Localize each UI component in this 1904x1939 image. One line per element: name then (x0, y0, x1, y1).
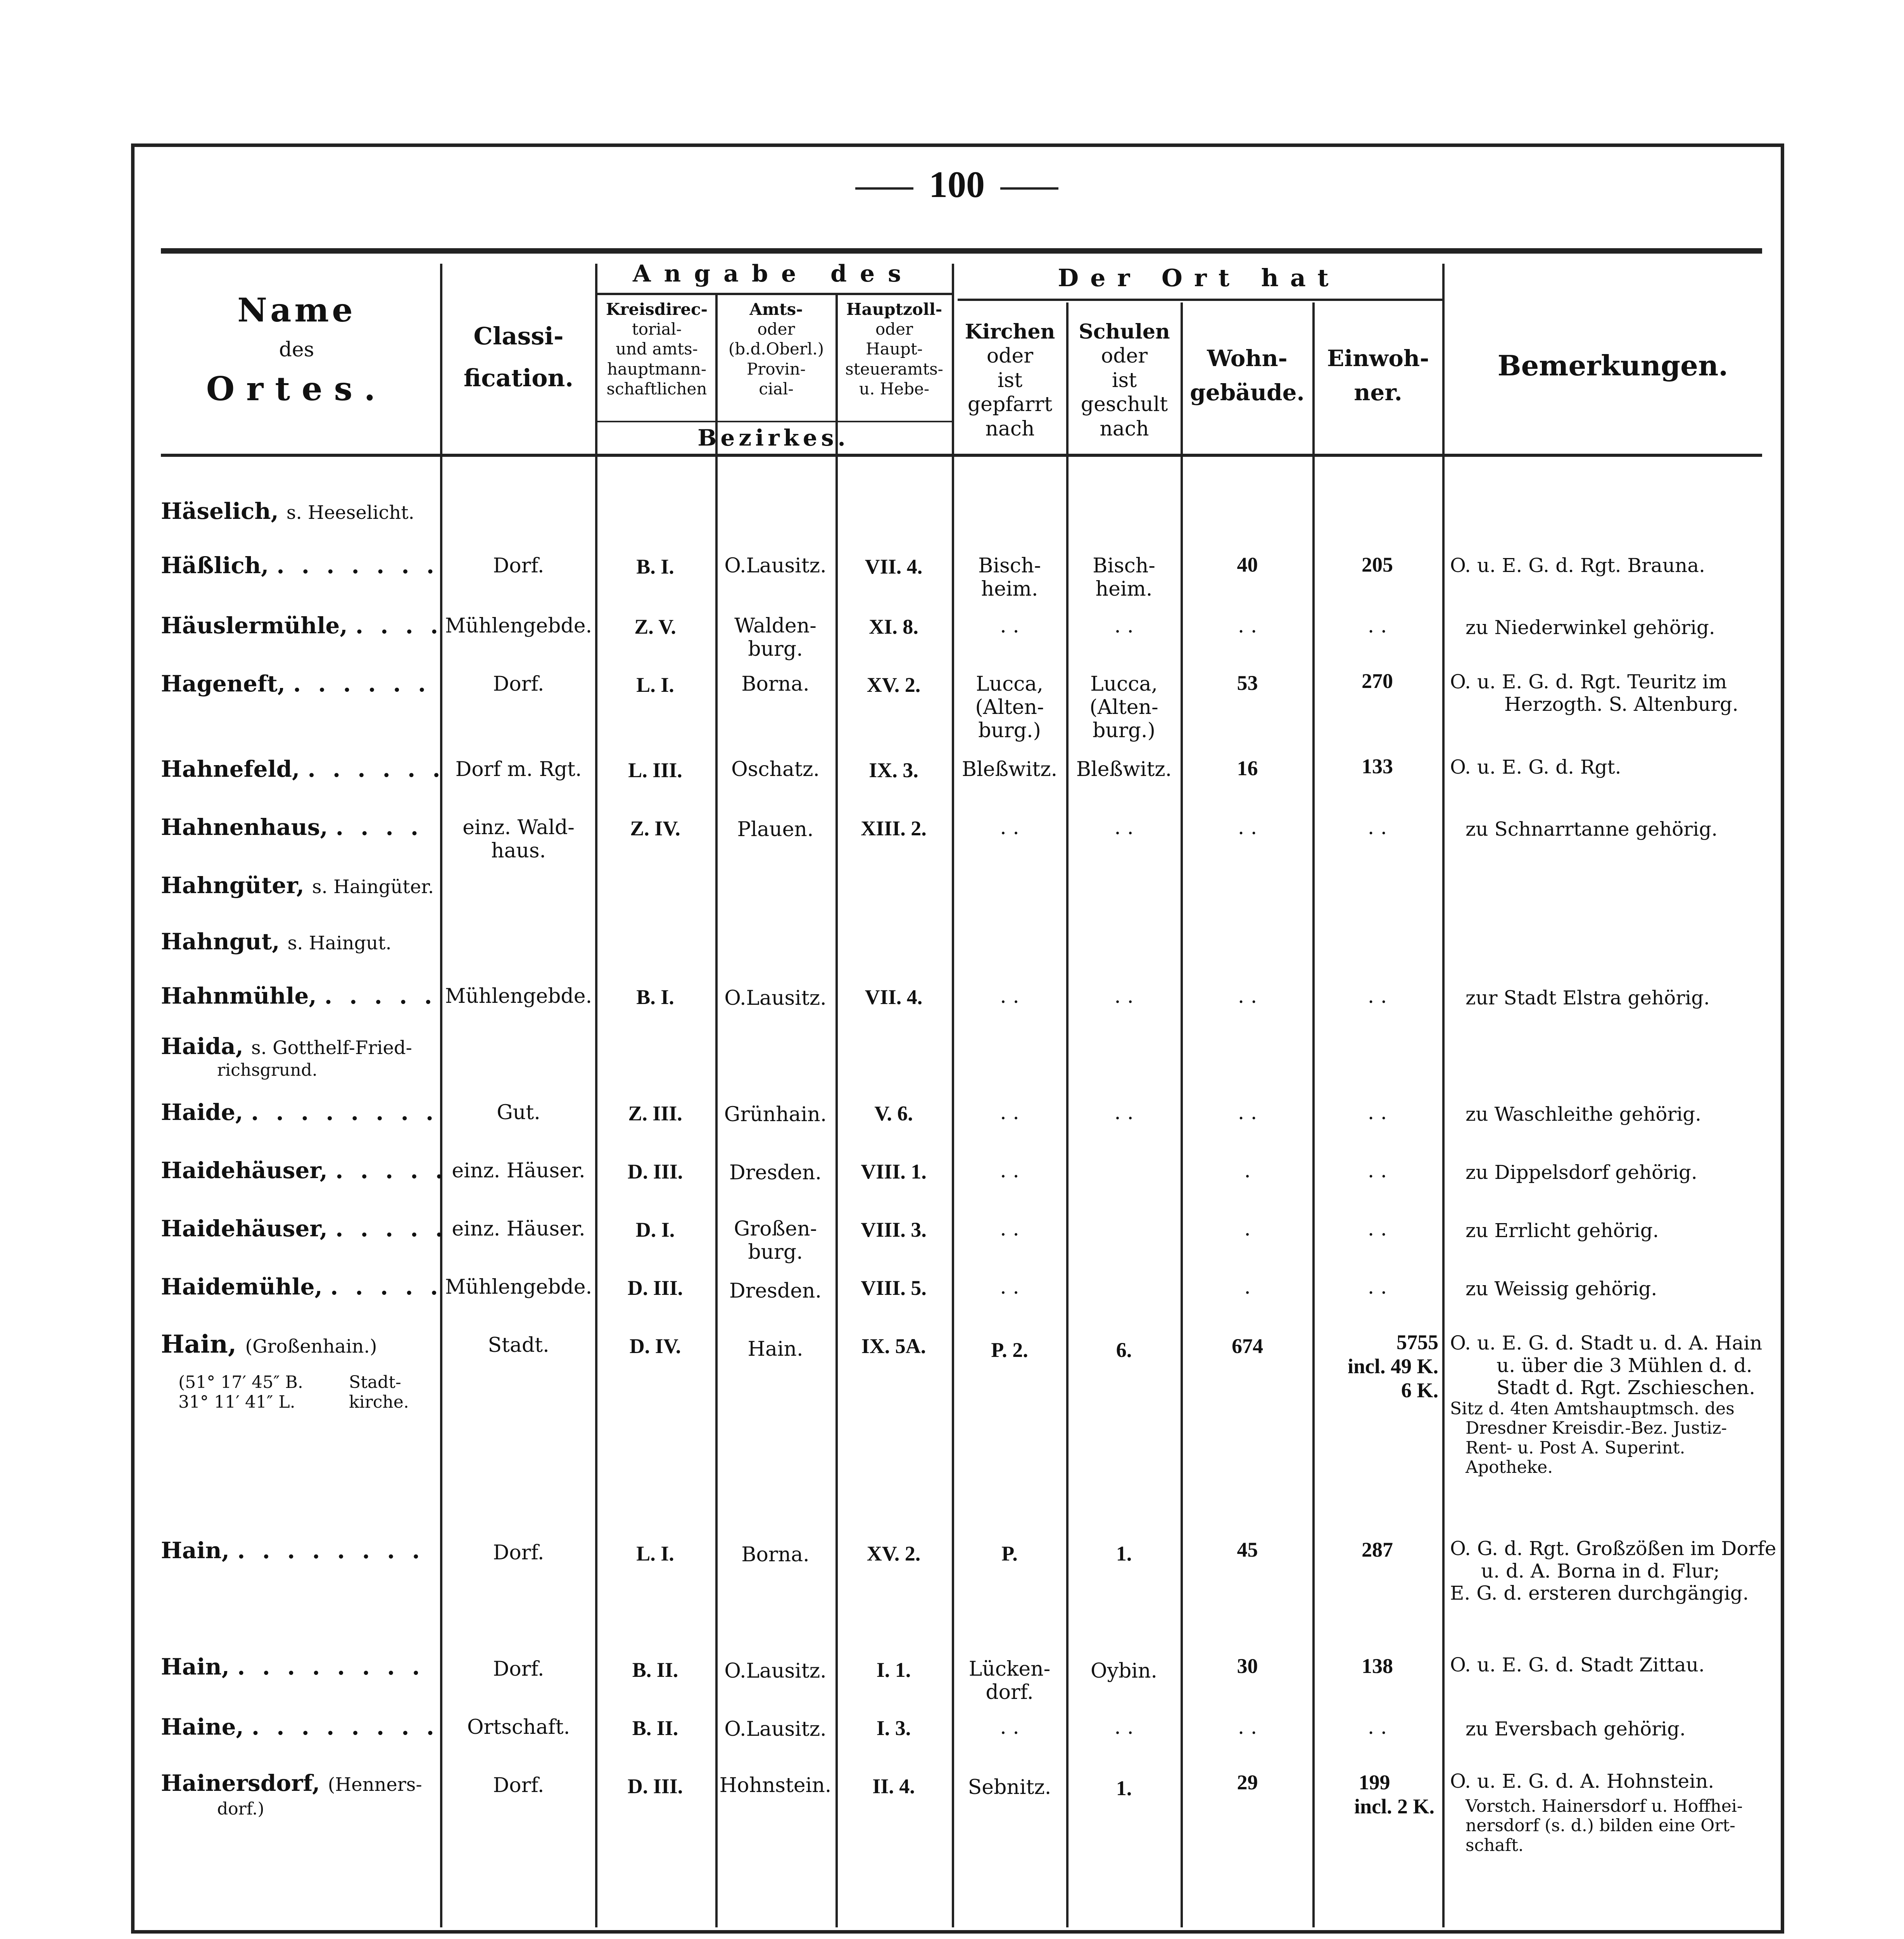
bezirkes-rule (595, 421, 952, 422)
row-einwohner: 5755 incl. 49 K. 6 K. (1347, 1331, 1438, 1402)
row-einwohner: . . (1367, 614, 1387, 638)
row-kreis: Z. IV. (630, 817, 680, 840)
row-kirchen: Bleßwitz. (961, 758, 1058, 781)
row-wohngebaeude: 40 (1237, 553, 1258, 576)
row-amts: Großen- burg. (734, 1217, 817, 1264)
row-remarks: O. u. E. G. d. Rgt. Brauna. (1450, 554, 1705, 577)
row-wohngebaeude: . (1244, 1275, 1251, 1299)
row-classification: Mühlengebde. (445, 614, 592, 638)
row-kirchen: . . (1000, 1275, 1019, 1299)
row-kreis: B. II. (632, 1658, 678, 1682)
row-name: Haida, s. Gotthelf-Fried- (161, 1033, 412, 1059)
row-name: Hahnmühle, . . . . . (161, 983, 437, 1009)
row-wohngebaeude: . . (1238, 985, 1257, 1008)
row-kirchen: . . (1000, 614, 1019, 638)
row-name: Haide, . . . . . . . . (161, 1099, 438, 1125)
row-kirchen: Sebnitz. (968, 1776, 1051, 1799)
row-classification: einz. Häuser. (452, 1159, 585, 1182)
row-amts: O.Lausitz. (724, 554, 827, 577)
row-remarks: O. u. E. G. d. Rgt. Teuritz im Herzogth. S. Altenburg. (1450, 671, 1738, 715)
row-kirchen: . . (1000, 1217, 1019, 1241)
row-schulen: Oybin. (1091, 1659, 1157, 1683)
row-remarks: zu Dippelsdorf gehörig. (1466, 1161, 1697, 1184)
row-remarks: zu Niederwinkel gehörig. (1466, 616, 1715, 639)
row-wohngebaeude: . . (1238, 614, 1257, 638)
row-remarks: O. G. d. Rgt. Großzößen im Dorfe u. d. A. Borna in d. Flur; E. G. d. ersteren durchgängig. (1450, 1537, 1776, 1604)
row-einwohner: . . (1367, 1101, 1387, 1124)
row-hauptzoll: VIII. 5. (861, 1276, 927, 1300)
row-wohngebaeude: 45 (1237, 1538, 1258, 1561)
row-kreis: D. III. (627, 1775, 683, 1798)
row-classification: Dorf. (493, 1541, 544, 1564)
row-hauptzoll: VII. 4. (865, 555, 923, 578)
row-classification: Dorf. (493, 554, 544, 577)
row-name-continued: richsgrund. (217, 1060, 318, 1080)
row-amts: O.Lausitz. (724, 987, 827, 1010)
row-amts: Borna. (741, 1543, 810, 1566)
header-name: Name des Ortes. (206, 291, 387, 408)
header-amts: Amts- oder (b.d.Oberl.) Provin- cial- (728, 300, 824, 398)
row-classification: Dorf m. Rgt. (455, 758, 582, 781)
row-kreis: L. III. (628, 759, 682, 782)
row-kirchen: Bisch- heim. (978, 554, 1041, 601)
row-einwohner: . . (1367, 985, 1387, 1008)
row-amts: Walden- burg. (734, 614, 816, 661)
row-amts: O.Lausitz. (724, 1659, 827, 1683)
row-kreis: D. I. (635, 1218, 675, 1241)
row-name: Haidehäuser, . . . . . (161, 1157, 448, 1184)
row-hauptzoll: XI. 8. (869, 615, 918, 638)
row-remarks: zu Errlicht gehörig. (1466, 1219, 1659, 1242)
row-einwohner: 270 (1362, 669, 1393, 693)
row-classification: einz. Häuser. (452, 1217, 585, 1241)
row-classification: Dorf. (493, 1657, 544, 1681)
row-schulen: 1. (1116, 1777, 1132, 1800)
row-classification: Mühlengebde. (445, 985, 592, 1008)
header-kreis: Kreisdirec- torial- und amts- hauptmann- schaftlichen (606, 300, 708, 398)
row-schulen: Lucca, (Alten- burg.) (1089, 672, 1158, 742)
row-hauptzoll: VII. 4. (865, 985, 923, 1009)
header-wohngebaeude: Wohn- gebäude. (1190, 345, 1305, 406)
row-coordinates-label: Stadt- kirche. (349, 1372, 409, 1412)
row-name: Hain, . . . . . . . . (161, 1537, 425, 1564)
header-bezirkes: Bezirkes. (697, 425, 849, 451)
row-name: Hahnenhaus, . . . . (161, 814, 423, 840)
row-remarks: O. u. E. G. d. Stadt Zittau. (1450, 1654, 1705, 1676)
row-einwohner: 205 (1362, 553, 1393, 576)
header-hauptzoll: Hauptzoll- oder Haupt- steueramts- u. Hebe- (845, 300, 943, 398)
row-hauptzoll: VIII. 1. (861, 1160, 927, 1183)
row-amts: Plauen. (737, 818, 814, 841)
row-name-continued: dorf.) (217, 1799, 264, 1819)
row-amts: Dresden. (729, 1279, 822, 1303)
header-schulen: Schulen oder ist geschult nach (1079, 320, 1170, 441)
row-name: Hain, . . . . . . . . (161, 1654, 425, 1680)
row-remarks: O. u. E. G. d. A. Hohnstein. Vorstch. Hainersdorf u. Hoffhei- nersdorf (s. d.) bilden eine Ort- schaft. (1450, 1770, 1743, 1855)
row-hauptzoll: VIII. 3. (861, 1218, 927, 1241)
row-hauptzoll: XIII. 2. (861, 817, 927, 840)
row-kreis: D. III. (627, 1160, 683, 1183)
row-amts: Borna. (741, 672, 810, 696)
row-wohngebaeude: 30 (1237, 1654, 1258, 1678)
row-classification: Dorf. (493, 1774, 544, 1797)
row-amts: Hohnstein. (719, 1774, 832, 1797)
row-kirchen: Lucca, (Alten- burg.) (975, 672, 1044, 742)
row-einwohner: 138 (1362, 1654, 1393, 1678)
row-hauptzoll: I. 3. (876, 1716, 911, 1740)
row-name: Haidemühle, . . . . . (161, 1274, 443, 1300)
row-amts: Dresden. (729, 1161, 822, 1184)
row-hauptzoll: IX. 5A. (861, 1334, 926, 1358)
row-hauptzoll: V. 6. (874, 1102, 913, 1125)
row-einwohner: . . (1367, 1159, 1387, 1182)
row-name: Haine, . . . . . . . . (161, 1714, 439, 1740)
col-line (1181, 302, 1183, 1927)
row-remarks: O. u. E. G. d. Rgt. (1450, 756, 1621, 778)
row-amts: O.Lausitz. (724, 1718, 827, 1741)
row-classification: einz. Wald- haus. (463, 816, 575, 862)
row-wohngebaeude: . . (1238, 816, 1257, 839)
row-name: Hain, (Großenhain.) (161, 1330, 377, 1359)
row-kreis: L. I. (636, 673, 674, 696)
row-wohngebaeude: 16 (1237, 757, 1258, 780)
row-name: Hahngut, s. Haingut. (161, 928, 392, 955)
header-classification: Classi- fication. (463, 322, 574, 392)
row-wohngebaeude: . . (1238, 1716, 1257, 1739)
row-schulen: Bisch- heim. (1093, 554, 1155, 601)
row-kirchen: P. 2. (991, 1338, 1028, 1362)
col-line (1442, 264, 1445, 1927)
row-kirchen: . . (1000, 1101, 1019, 1124)
row-remarks: zu Eversbach gehörig. (1466, 1718, 1686, 1740)
row-kreis: L. I. (636, 1542, 674, 1565)
row-remarks: O. u. E. G. d. Stadt u. d. A. Hain u. über die 3 Mühlen d. d. Stadt d. Rgt. Zschieschen. Sitz d. 4ten Amtshauptmsch. des Dresdner Kreisdir.-Bez. Justiz- Rent- u. Post A. Superint. Apotheke. (1450, 1332, 1762, 1478)
row-name: Häuslermühle, . . . . (161, 612, 443, 639)
row-hauptzoll: II. 4. (872, 1775, 915, 1798)
row-name: Hahngüter, s. Haingüter. (161, 872, 434, 899)
header-bemerkungen: Bemerkungen. (1497, 349, 1728, 382)
row-wohngebaeude: . (1244, 1217, 1251, 1241)
row-wohngebaeude: 674 (1232, 1334, 1263, 1358)
row-classification: Ortschaft. (467, 1716, 570, 1739)
row-einwohner: . . (1367, 1716, 1387, 1739)
row-kirchen: . . (1000, 1716, 1019, 1739)
page-number: 100 (821, 163, 1093, 206)
row-schulen: . . (1114, 1716, 1134, 1739)
header-bottom-rule (161, 454, 1762, 457)
row-kreis: Z. V. (634, 615, 676, 638)
angabe-rule (595, 293, 952, 295)
row-einwohner: . . (1367, 1217, 1387, 1241)
row-amts: Grünhain. (724, 1103, 827, 1126)
row-kirchen: . . (1000, 816, 1019, 839)
row-coordinates: (51° 17′ 45″ B. 31° 11′ 41″ L. (178, 1372, 303, 1412)
row-name: Häselich, s. Heeselicht. (161, 498, 414, 524)
row-wohngebaeude: . (1244, 1159, 1251, 1182)
row-kirchen: . . (1000, 1159, 1019, 1182)
row-remarks: zu Weissig gehörig. (1466, 1277, 1657, 1300)
header-ort: Der Ort hat (1058, 264, 1340, 292)
row-remarks: zu Schnarrtanne gehörig. (1466, 818, 1718, 840)
header-top-rule (161, 248, 1762, 254)
row-name: Haidehäuser, . . . . . (161, 1215, 448, 1242)
col-line (440, 264, 442, 1927)
row-amts: Hain. (747, 1338, 803, 1361)
row-classification: Gut. (497, 1101, 540, 1124)
row-kreis: Z. III. (628, 1102, 682, 1125)
row-classification: Stadt. (488, 1334, 549, 1357)
row-schulen: . . (1114, 1101, 1134, 1124)
row-kirchen: Lücken- dorf. (968, 1657, 1051, 1704)
row-kirchen: P. (1001, 1542, 1018, 1565)
row-remarks: zu Waschleithe gehörig. (1466, 1103, 1702, 1125)
header-angabe: Angabe des (633, 260, 914, 287)
row-hauptzoll: I. 1. (876, 1658, 911, 1682)
row-einwohner: 133 (1362, 755, 1393, 778)
row-schulen: . . (1114, 614, 1134, 638)
row-schulen: 6. (1116, 1338, 1132, 1362)
row-hauptzoll: XV. 2. (867, 1542, 921, 1565)
row-schulen: . . (1114, 816, 1134, 839)
header-kirchen: Kirchen oder ist gepfarrt nach (965, 320, 1055, 441)
row-schulen: . . (1114, 985, 1134, 1008)
row-name: Häßlich, . . . . . . . (161, 552, 439, 579)
row-classification: Dorf. (493, 672, 544, 696)
row-schulen: Bleßwitz. (1076, 758, 1172, 781)
row-einwohner: . . (1367, 816, 1387, 839)
row-wohngebaeude: . . (1238, 1101, 1257, 1124)
row-kreis: B. I. (636, 555, 674, 578)
row-einwohner: . . (1367, 1275, 1387, 1299)
row-wohngebaeude: 29 (1237, 1771, 1258, 1794)
row-remarks: zur Stadt Elstra gehörig. (1466, 987, 1710, 1009)
row-kreis: B. I. (636, 985, 674, 1009)
row-wohngebaeude: 53 (1237, 671, 1258, 695)
header-einwohner: Einwoh- ner. (1327, 345, 1429, 406)
row-kirchen: . . (1000, 985, 1019, 1008)
row-kreis: B. II. (632, 1716, 678, 1740)
row-kreis: D. IV. (629, 1334, 681, 1358)
row-einwohner: 199 incl. 2 K. (1354, 1771, 1434, 1818)
row-name: Hageneft, . . . . . . (161, 671, 431, 697)
row-name: Hahnefeld, . . . . . . (161, 756, 445, 782)
row-einwohner: 287 (1362, 1538, 1393, 1561)
row-classification: Mühlengebde. (445, 1275, 592, 1299)
row-hauptzoll: XV. 2. (867, 673, 921, 696)
row-name: Hainersdorf, (Henners- (161, 1770, 422, 1796)
row-hauptzoll: IX. 3. (869, 759, 918, 782)
row-kreis: D. III. (627, 1276, 683, 1300)
row-amts: Oschatz. (731, 758, 820, 781)
row-schulen: 1. (1116, 1542, 1132, 1565)
ort-rule (958, 299, 1442, 301)
